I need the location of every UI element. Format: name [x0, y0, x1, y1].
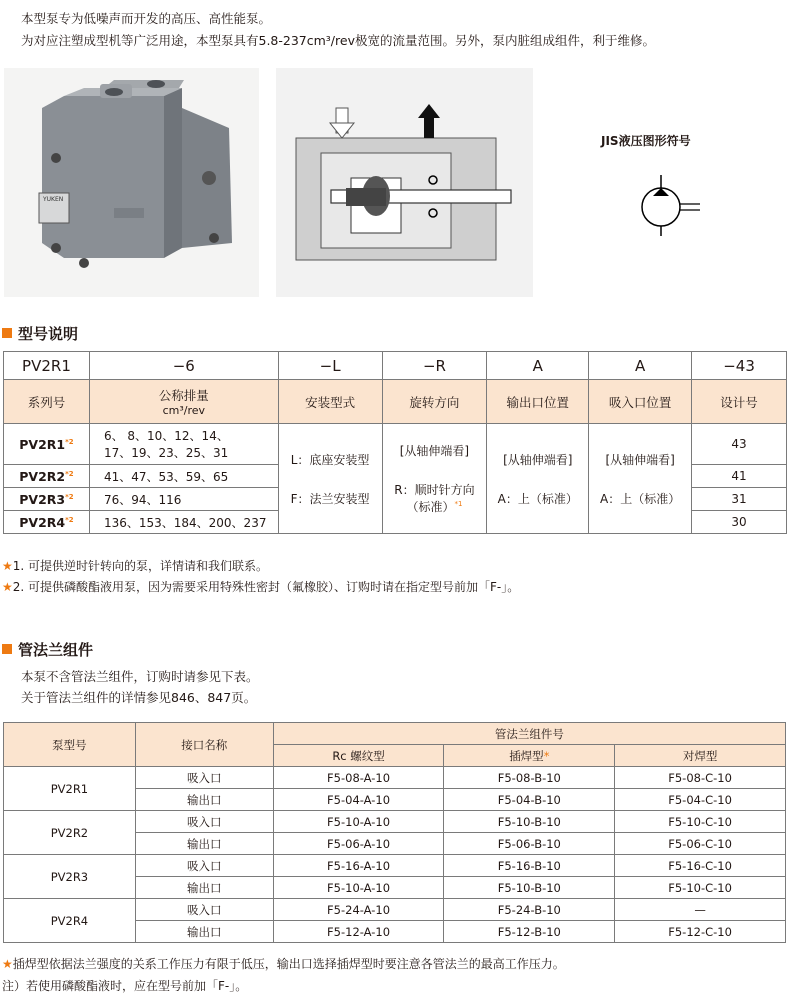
butt-cell: F5-12-C-10: [615, 921, 786, 943]
note-2: ★2. 可提供磷酸酯液用泵，因为需要采用特殊性密封（氟橡胶）、订购时请在指定型号前加「F-」。: [2, 580, 520, 594]
butt-cell: F5-06-C-10: [615, 833, 786, 855]
flange-intro: [21, 666, 259, 708]
flange-kit-table: [3, 722, 786, 943]
port-cell: 吸入口: [135, 767, 273, 789]
pump-illustration: [4, 68, 259, 297]
rotation-std: （标准）$^{*1}$: [406, 500, 463, 514]
header-port: 接口名称: [135, 723, 273, 767]
outlet-cell: [487, 424, 589, 534]
cutaway-diagram: [276, 68, 533, 297]
butt-cell: —: [615, 899, 786, 921]
port-cell: 吸入口: [135, 899, 273, 921]
butt-cell: F5-10-C-10: [615, 877, 786, 899]
inlet-view: [从轴伸端看]: [605, 452, 675, 467]
footnote-2: 注）若使用磷酸酯液时，应在型号前加「F-」。: [2, 979, 248, 993]
model-code-table: [3, 351, 787, 534]
pump-cell: PV2R2: [4, 811, 136, 855]
inlet-cell: [589, 424, 692, 534]
code-outlet: A: [487, 352, 589, 380]
butt-cell: F5-04-C-10: [615, 789, 786, 811]
outlet-a: A：上（标准）: [497, 491, 578, 506]
port-cell: 输出口: [135, 921, 273, 943]
pump-cell: PV2R3: [4, 855, 136, 899]
footnotes: [2, 953, 565, 997]
section-flange-kit: [2, 638, 93, 660]
header-displacement-unit: cm³/rev: [162, 404, 206, 417]
table-row: [4, 899, 786, 921]
displacement-cell: 76、94、116: [89, 488, 278, 511]
series-cell: PV2R4$^{*2}$: [4, 511, 90, 534]
intro-line-1: 本型泵专为低噪声而开发的高压、高性能泵。: [21, 11, 272, 26]
displacement-cell: 136、153、184、200、237: [89, 511, 278, 534]
design-cell: 30: [692, 511, 787, 534]
intro-text: [21, 8, 655, 52]
header-displacement: [89, 380, 278, 424]
rc-cell: F5-10-A-10: [273, 877, 444, 899]
section-marker-icon: [2, 328, 12, 338]
header-mount: 安装型式: [278, 380, 382, 424]
insert-cell: F5-16-B-10: [444, 855, 615, 877]
butt-cell: F5-16-C-10: [615, 855, 786, 877]
port-cell: 吸入口: [135, 855, 273, 877]
intro-line-2: 为对应注塑成型机等广泛用途，本型泵具有5.8-237cm³/rev极宽的流量范围。另外，泵内脏组成组件，利于维修。: [21, 33, 655, 48]
pump-cell: PV2R4: [4, 899, 136, 943]
rc-cell: F5-04-A-10: [273, 789, 444, 811]
rc-cell: F5-12-A-10: [273, 921, 444, 943]
code-mount: −L: [278, 352, 382, 380]
code-design: −43: [692, 352, 787, 380]
inlet-arrow-icon: [330, 123, 354, 138]
code-series: PV2R1: [4, 352, 90, 380]
port-cell: 输出口: [135, 877, 273, 899]
rc-cell: F5-06-A-10: [273, 833, 444, 855]
rc-cell: F5-16-A-10: [273, 855, 444, 877]
displacement-cell: 6、 8、10、12、14、 17、19、23、25、31: [89, 424, 278, 465]
series-cell: PV2R3$^{*2}$: [4, 488, 90, 511]
header-outlet: 输出口位置: [487, 380, 589, 424]
insert-cell: F5-06-B-10: [444, 833, 615, 855]
hydraulic-pump-symbol-icon: [626, 170, 706, 240]
note-1: ★1. 可提供逆时针转向的泵，详情请和我们联系。: [2, 559, 269, 573]
rotation-r: R：顺时针方向: [394, 483, 475, 497]
series-cell: PV2R2$^{*2}$: [4, 465, 90, 488]
header-displacement-label: 公称排量: [158, 388, 209, 403]
insert-cell: F5-10-B-10: [444, 811, 615, 833]
header-series: 系列号: [4, 380, 90, 424]
insert-cell: F5-12-B-10: [444, 921, 615, 943]
table-row: [4, 811, 786, 833]
header-rc: Rc 螺纹型: [273, 745, 444, 767]
section-marker-icon: [2, 644, 12, 654]
cutaway-svg: [276, 68, 533, 297]
header-inlet: 吸入口位置: [589, 380, 692, 424]
rotation-view: [从轴伸端看]: [399, 444, 470, 458]
table-row: [4, 855, 786, 877]
code-inlet: A: [589, 352, 692, 380]
butt-cell: F5-10-C-10: [615, 811, 786, 833]
outlet-arrow-icon: [418, 104, 440, 118]
port-cell: 吸入口: [135, 811, 273, 833]
design-cell: 43: [692, 424, 787, 465]
flange-intro-line-1: 本泵不含管法兰组件，订购时请参见下表。: [21, 669, 259, 684]
section-model-code: [2, 322, 78, 344]
design-cell: 41: [692, 465, 787, 488]
pump-photo: [4, 68, 259, 297]
mount-l: L：底座安装型: [290, 452, 370, 467]
rc-cell: F5-24-A-10: [273, 899, 444, 921]
flange-intro-line-2: 关于管法兰组件的详情参见846、847页。: [21, 690, 257, 705]
mount-cell: [278, 424, 382, 534]
port-cell: 输出口: [135, 789, 273, 811]
series-cell: PV2R1$^{*2}$: [4, 424, 90, 465]
rc-cell: F5-10-A-10: [273, 811, 444, 833]
header-insert: 插焊型*: [444, 745, 615, 767]
insert-cell: F5-08-B-10: [444, 767, 615, 789]
header-rotation: 旋转方向: [382, 380, 487, 424]
mount-f: F：法兰安装型: [290, 491, 370, 506]
table-row: [4, 424, 787, 465]
header-design: 设计号: [692, 380, 787, 424]
design-cell: 31: [692, 488, 787, 511]
header-kit: 管法兰组件号: [273, 723, 785, 745]
rc-cell: F5-08-A-10: [273, 767, 444, 789]
port-cell: 输出口: [135, 833, 273, 855]
section-title: 型号说明: [18, 324, 79, 343]
displacement-cell: 41、47、53、59、65: [89, 465, 278, 488]
butt-cell: F5-08-C-10: [615, 767, 786, 789]
outlet-view: [从轴伸端看]: [503, 452, 573, 467]
jis-symbol-label: JIS液压图形符号: [601, 134, 691, 148]
section-title: 管法兰组件: [18, 640, 94, 659]
rotation-cell: [382, 424, 487, 534]
model-notes: [2, 556, 519, 598]
code-displacement: −6: [89, 352, 278, 380]
insert-cell: F5-10-B-10: [444, 877, 615, 899]
nameplate-text: YUKEN: [43, 196, 64, 203]
insert-cell: F5-24-B-10: [444, 899, 615, 921]
code-rotation: −R: [382, 352, 487, 380]
header-pump: 泵型号: [4, 723, 136, 767]
table-row: [4, 767, 786, 789]
insert-cell: F5-04-B-10: [444, 789, 615, 811]
footnote-1: ★插焊型依据法兰强度的关系工作压力有限于低压，输出口选择插焊型时要注意各管法兰的最高工作压力。: [2, 957, 565, 971]
pump-cell: PV2R1: [4, 767, 136, 811]
header-butt: 对焊型: [615, 745, 786, 767]
inlet-a: A：上（标准）: [600, 491, 681, 506]
